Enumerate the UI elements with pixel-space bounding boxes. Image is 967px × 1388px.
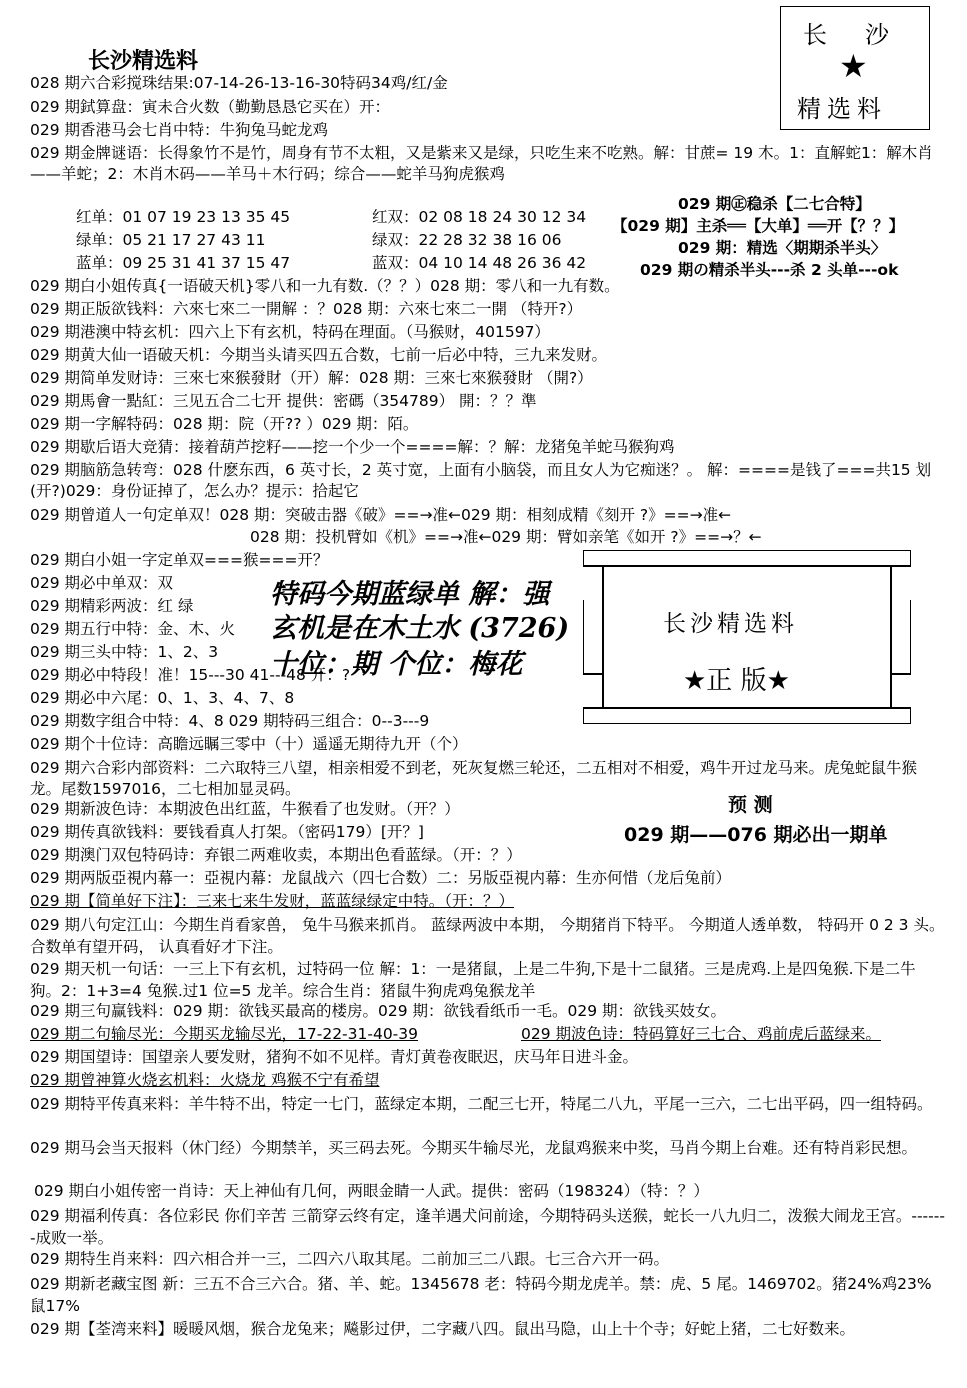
text-line: 029 期白小姐一字定单双===猴===开？ — [30, 551, 329, 569]
prediction-label: 预 测 — [728, 794, 773, 816]
brain-paragraph: 029 期脑筋急转弯：028 什麽东西，6 英寸长，2 英寸宽，上面有小脑袋，而且女人为它痴迷？。 解：====是钱了===共15 划(开?)029：身份证掉了，怎么办？提示：拾起它 — [30, 461, 932, 500]
text-line: 029 期特生肖来料：四六相合并一三，二四六八取其尾。二前加三二八跟。七三合六开一码。 — [30, 1250, 670, 1268]
text-line: 029 期三句赢钱料：029 期：欲钱买最高的楼房。029 期：欲钱看纸币一毛。029 期：欲钱买妓女。 — [30, 1002, 727, 1020]
text-line: 029 期馬會一點紅：三见五合二七开 提供：密碼（354789） 開：？？準 — [30, 392, 537, 410]
kill-line: 029 期：精选〈期期杀半头〉 — [678, 239, 887, 257]
text-line: 029 期二句输尽光：今期买龙输尽光，17-22-31-40-39 — [30, 1025, 419, 1043]
star-icon: ★ — [839, 47, 868, 85]
text-line: 029 期必中单双：双 — [30, 574, 174, 592]
text-paragraph: 029 期八句定江山：今期生肖看家兽， 兔牛马猴来抓肖。 蓝绿两波中本期， 今期猪肖下特平。 今期道人透单数， 特码开 0 2 3 头。 合数单有望开码， 认真看好才下注。 — [30, 916, 945, 956]
text-line: 029 期白小姐传真{一语破天机}零八和一九有数.（？？）028 期：零八和一九有数。 — [30, 277, 620, 295]
result-line: 028 期六合彩搅珠结果:07-14-26-13-16-30特码34鸡/红/金 — [30, 74, 448, 92]
handwritten-line: 玄机是在木土水 (3726) — [270, 613, 570, 644]
ribbon-box — [583, 550, 911, 724]
text-line: 029 期简单发财诗：三來七來猴發財（开）解：028 期：三來七來猴發財 （開?） — [30, 369, 593, 387]
text-line: 029 期波色诗：特码算好三七合、鸡前虎后蓝绿来。 — [521, 1025, 882, 1043]
text-line: 029 期【简单好下注】：三来七来牛发财，蓝蓝绿绿定中特。（开：？） — [30, 892, 515, 910]
text-line: 029 期传真欲钱料：要钱看真人打架。（密码179）[开？] — [30, 823, 424, 841]
neibu-paragraph: 029 期六合彩内部资料：二六取特三八望，相亲相爱不到老，死灰复燃三轮还，二五相对不相爱，鸡牛开过龙马来。虎兔蛇鼠牛猴龙。尾数1597016，二七相加显灵码。 — [30, 759, 918, 798]
text-line: 029 期香港马会七肖中特：牛狗兔马蛇龙鸡 — [30, 121, 329, 139]
handwritten-line: 特码今期蓝绿单 解：强 — [270, 579, 550, 610]
text-line: 029 期精彩两波：红 绿 — [30, 597, 194, 615]
text-line: 029 期一字解特码：028 期：院（开?? ）029 期：陌。 — [30, 415, 419, 433]
text-paragraph: 029 期【荃湾来料】暖暖风烟，猴合龙兔来；飚影过伊，二字藏八四。鼠出马隐，山上十个寺；好蛇上猪，二七好数来。 — [30, 1320, 856, 1338]
green-single: 绿单：05 21 17 27 43 11 — [76, 231, 266, 249]
handwritten-line: 十位：期 个位：梅花 — [270, 649, 523, 680]
text-line: 029 期澳门双包特码诗：弃银二两难收卖，本期出色看蓝绿。（开：？） — [30, 846, 522, 864]
text-paragraph: 029 期新老藏宝图 新：三五不合三六合。猪、羊、蛇。1345678 老：特码今期龙虎羊。禁：虎、5 尾。1469702。猪24%鸡23%鼠17% — [30, 1275, 932, 1315]
text-line: 029 期曾神算火烧玄机料：火烧龙 鸡猴不宁有希望 — [30, 1071, 380, 1089]
text-line: 029 期必中六尾：0、1、3、4、7、8 — [30, 689, 295, 707]
text-line: 029 期曾道人一句定单双！028 期：突破击器《破》==→准←029 期：相刻成精《刻开 ?》==→准← — [30, 506, 732, 524]
prediction-text: 029 期——076 期必出一期单 — [624, 824, 888, 846]
text-line: 029 期三头中特：1、2、3 — [30, 643, 219, 661]
text-line: 029 期新波色诗：本期波色出红蓝，牛猴看了也发财。（开？） — [30, 800, 460, 818]
red-single: 红单：01 07 19 23 13 35 45 — [76, 208, 291, 226]
ribbon-stamp: ★正 版★ — [683, 666, 790, 696]
text-line: 029 期国望诗：国望亲人要发财，猪狗不如不见样。青灯黄卷夜眠迟，庆马年日进斗金。 — [30, 1048, 639, 1066]
text-line: 029 期个十位诗：高瞻远瞩三零中（十）遥遥无期待九开（个） — [30, 735, 468, 753]
blue-single: 蓝单：09 25 31 41 37 15 47 — [76, 254, 291, 272]
text-line: 029 期黄大仙一语破天机：今期当头请买四五合数，七前一后必中特，三九来发财。 — [30, 346, 608, 364]
green-double: 绿双：22 28 32 38 16 06 — [372, 231, 562, 249]
text-line: 029 期数字组合中特：4、8 029 期特码三组合：0--3---9 — [30, 712, 430, 730]
text-line: 029 期鉽算盘：寅未合火数（勤勤恳恳它买在）开： — [30, 98, 391, 116]
corner-line2: 精选料 — [797, 95, 887, 123]
text-paragraph: 029 期特平传真来料：羊牛特不出，特定一七门，蓝绿定本期，二配三七开，特尾二八九，平尾一三六，二七出平码，四一组特码。 — [30, 1095, 933, 1113]
red-double: 红双：02 08 18 24 30 12 34 — [372, 208, 587, 226]
riddle-paragraph: 029 期金牌谜语：长得象竹不是竹，周身有节不太粗，又是紫来又是绿，只吃生来不吃熟。解：甘蔗= 19 木。1：直解蛇1：解木肖——羊蛇；2：木肖木码——羊马＋木行码；综合——蛇羊马狗虎猴鸡 — [30, 144, 933, 183]
corner-line1: 长沙 — [803, 21, 927, 49]
kill-line: 【029 期】主杀══【大单】══开【？？】 — [612, 217, 905, 235]
text-paragraph: 029 期福利传真：各位彩民 你们辛苦 三箭穿云终有定，逢羊遇犬问前途，今期特码头送猴，蛇长一八九归二，泼猴大闹龙王宫。-------成败一举。 — [30, 1207, 945, 1247]
text-line: 029 期五行中特：金、木、火 — [30, 620, 236, 638]
text-line: 029 期两版亞視内幕一：亞視内幕：龙鼠战六（四七合数）二：另版亞視内幕：生亦何惜（龙后兔前） — [30, 869, 732, 887]
text-paragraph: 029 期天机一句话：一三上下有玄机，过特码一位 解：1：一是猪鼠，上是二牛狗,下是十二鼠猪。三是虎鸡.上是四兔猴.下是二牛狗。2：1+3=4 兔猴.过1 位=5 龙羊。综合生肖：猪鼠牛狗虎鸡兔猴龙羊 — [30, 960, 916, 1000]
text-line: 029 期正版欲钱料：六來七來二一開解 ：？028 期：六來七來二一開 （特开?） — [30, 300, 583, 318]
text-line: 029 期白小姐传密一肖诗：天上神仙有几何，两眼金睛一人武。提供：密码（198324）（特：？） — [34, 1182, 709, 1200]
text-line: 029 期必中特段！准！15---30 41---48 开：? — [30, 666, 351, 684]
page-title: 长沙精选料 — [88, 49, 199, 74]
kill-line: 029 期㊣稳杀【二七合特】 — [678, 195, 871, 213]
blue-double: 蓝双：04 10 14 48 26 36 42 — [372, 254, 587, 272]
kill-line: 029 期の精杀半头---杀 2 头单---ok — [640, 261, 899, 279]
text-line: 029 期歇后语大竞猜：接着葫芦挖籽——挖一个少一个====解：？解：龙猪兔羊蛇马猴狗鸡 — [30, 438, 675, 456]
text-line: 029 期港澳中特玄机：四六上下有玄机，特码在理面。（马猴财，401597） — [30, 323, 550, 341]
corner-stamp — [780, 6, 930, 130]
ribbon-title: 长沙精选料 — [663, 611, 798, 637]
text-line: 028 期：投机臂如《机》==→准←029 期：臂如亲笔《如开 ?》==→？← — [250, 528, 762, 546]
text-paragraph: 029 期马会当天报料（休门经）今期禁羊，买三码去死。今期买牛输尽光，龙鼠鸡猴来中奖，马肖今期上台难。还有特肖彩民想。 — [30, 1139, 918, 1157]
